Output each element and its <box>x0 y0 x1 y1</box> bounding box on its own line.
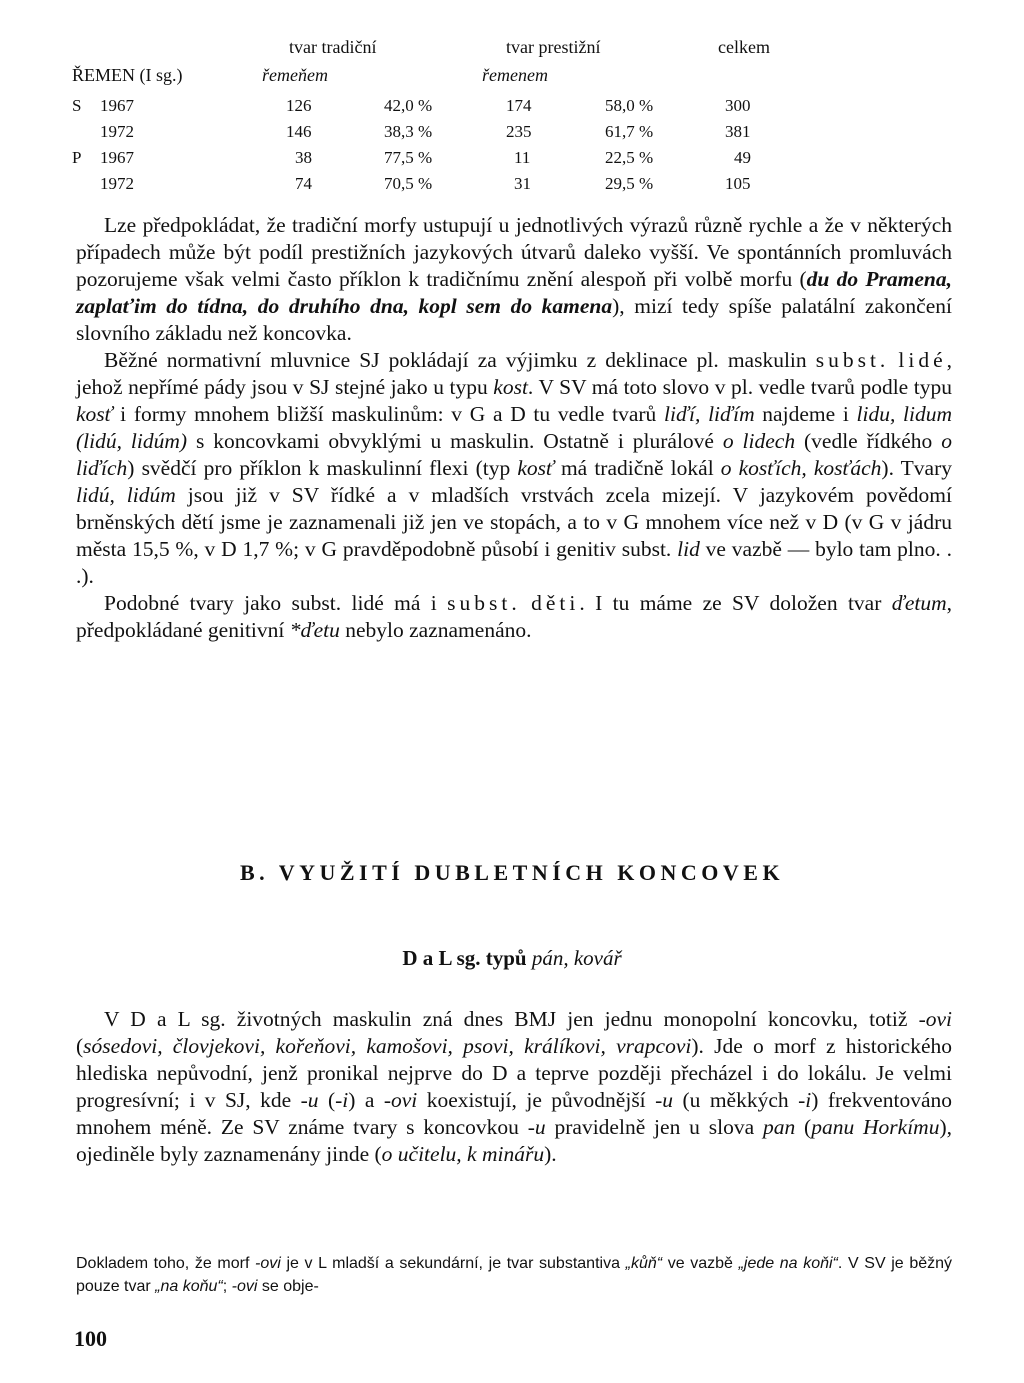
spaced-word: děti <box>531 591 580 615</box>
row-n1: 38 <box>295 148 312 167</box>
text-run: najdeme i <box>754 402 857 426</box>
text-run: ( <box>76 1034 84 1058</box>
text-run: nebylo zaznamenáno. <box>339 618 532 642</box>
text-run: Dokladem toho, že morf <box>76 1255 256 1272</box>
row-p2: 22,5 % <box>605 148 654 167</box>
italic-word: „kůň“ <box>625 1255 663 1272</box>
italic-word: -ovi <box>255 1255 281 1272</box>
text-run: s koncovkami obvyklými u maskulin. Ostatně i plurálové <box>187 429 723 453</box>
text-run: ; <box>222 1278 232 1295</box>
text-run: i formy mnohem bližší maskulinům: v G a D tu vedle tvarů <box>112 402 664 426</box>
row-p1: 77,5 % <box>384 148 433 167</box>
italic-word: kosť <box>517 456 554 480</box>
footnote <box>76 1252 952 1298</box>
text-run: Běžné normativní mluvnice SJ pokládají za výjimku z deklinace pl. maskulin <box>104 348 816 372</box>
italic-word: pan <box>762 1115 796 1139</box>
italic-word: lidu, lidum (lidú, lidúm) <box>76 402 953 453</box>
row-total: 49 <box>734 148 751 167</box>
row-year: 1972 <box>100 122 134 141</box>
italic-word: lid <box>677 537 700 561</box>
row-n2: 31 <box>514 174 531 193</box>
italic-word: „jede na koňi“ <box>738 1255 838 1272</box>
paragraph-4 <box>76 1006 952 1168</box>
italic-word: -ovi <box>231 1278 258 1295</box>
row-group: S <box>72 96 82 115</box>
row-n1: 146 <box>286 122 312 141</box>
italic-word: kosť <box>76 402 113 426</box>
row-n1: 74 <box>295 174 312 193</box>
spaced-word: subst. <box>447 591 521 615</box>
row-total: 381 <box>725 122 751 141</box>
text-run: ( <box>795 1115 812 1139</box>
text-run: ). Tvary <box>881 456 952 480</box>
spaced-word: lidé <box>898 348 947 372</box>
table-row <box>72 96 792 122</box>
text-run: ). Jde o morf z historického hlediska nepůvodní, jenž pronikal nejprve do D a teprve později přecházel i do lokálu. Je velmi progresívní; i v SJ, kde <box>76 1034 952 1112</box>
italic-word: -u <box>655 1088 674 1112</box>
text-run: (u měkkých <box>673 1088 799 1112</box>
row-total: 300 <box>725 96 751 115</box>
text-run: jsou již v SV řídké a v mladších vrstvách zcela mizejí. V jazykovém povědomí brněnských dětí jsme je zaznamenali již jen ve stopách, a to v G mnohem více než v D (v G v jádru města 15,5 %, v D 1,7 %; v G pravděpodobně působí i genitiv subst. <box>76 483 952 561</box>
italic-word: ďetum <box>891 591 947 615</box>
italic-word: -i <box>335 1088 349 1112</box>
text-run: , předpokládané genitivní <box>76 591 952 642</box>
italic-word: *ďetu <box>289 618 340 642</box>
text-run: ) a <box>348 1088 384 1112</box>
table-row <box>72 174 792 200</box>
paragraph-1 <box>76 212 952 347</box>
row-p2: 61,7 % <box>605 122 654 141</box>
italic-word: panu Horkímu <box>811 1115 940 1139</box>
example-phrases: du do Pramena, zaplaťim do tídna, do druhího dna, kopl sem do kamena <box>76 267 952 318</box>
table-row <box>72 148 792 174</box>
row-p2: 58,0 % <box>605 96 654 115</box>
text-run: V D a L sg. životných maskulin zná dnes BMJ jen jednu monopolní koncovku, totiž <box>104 1007 919 1031</box>
row-n2: 11 <box>514 148 531 167</box>
row-n2: 174 <box>506 96 532 115</box>
italic-word: sósedovi, človjekovi, kořeňovi, kamošovi, psovi, králíkovi, vrapcovi <box>83 1034 692 1058</box>
row-p2: 29,5 % <box>605 174 654 193</box>
text-run: Podobné tvary jako subst. lidé má i <box>104 591 448 615</box>
row-p1: 38,3 % <box>384 122 433 141</box>
body-text-2 <box>76 1006 952 1168</box>
table-row <box>72 122 792 148</box>
body-text <box>76 212 952 644</box>
text-run: . I tu máme ze SV doložen tvar <box>579 591 892 615</box>
italic-word: -ovi <box>918 1007 952 1031</box>
italic-word: o učitelu, k minářu <box>381 1142 545 1166</box>
text-run: má tradičně lokál <box>553 456 721 480</box>
text-run: pravidelně jen u slova <box>545 1115 763 1139</box>
paragraph-2 <box>76 347 952 590</box>
italic-word: -i <box>798 1088 812 1112</box>
row-year: 1967 <box>100 96 134 115</box>
text-run: se obje- <box>257 1278 319 1295</box>
italic-word: o kosťích, kosťách <box>720 456 882 480</box>
text-run: ) frekventováno mnohem méně. Ze SV známe tvary s koncovkou <box>76 1088 952 1139</box>
text-run: ( <box>318 1088 336 1112</box>
row-group: P <box>72 148 82 167</box>
paragraph-3 <box>76 590 952 644</box>
row-total: 105 <box>725 174 751 193</box>
footnote-text <box>76 1252 952 1298</box>
text-run: ). <box>544 1142 557 1166</box>
italic-word: -u <box>300 1088 319 1112</box>
italic-word: -u <box>527 1115 546 1139</box>
text-run: (vedle řídkého <box>795 429 942 453</box>
row-year: 1967 <box>100 148 134 167</box>
col-prestige-head: tvar prestižní <box>506 37 601 57</box>
italic-word: kost <box>493 375 528 399</box>
row-p1: 70,5 % <box>384 174 433 193</box>
italic-word: -ovi <box>383 1088 418 1112</box>
italic-word: o liďích <box>76 429 952 480</box>
text-run: ), mizí tedy spíše palatální zakončení slovního základu než koncovka. <box>76 294 952 345</box>
page-number: 100 <box>74 1326 107 1351</box>
text-run: ve vazbě <box>662 1255 739 1272</box>
section-heading: B. VYUŽITÍ DUBLETNÍCH KONCOVEK <box>239 860 785 885</box>
heading-italic: pán, kovář <box>531 946 622 970</box>
text-run: ), ojediněle byly zaznamenány jinde ( <box>76 1115 952 1166</box>
row-p1: 42,0 % <box>384 96 433 115</box>
text-run: . V SV má toto slovo v pl. vedle tvarů podle typu <box>527 375 952 399</box>
table-title: ŘEMEN (I sg.) <box>72 65 183 85</box>
text-run: . V SV je běžný pouze tvar <box>76 1255 953 1295</box>
row-n1: 126 <box>286 96 312 115</box>
text-run: ) svědčí pro příklon k maskulinní flexi (typ <box>127 456 518 480</box>
col-traditional-head: tvar tradiční <box>289 37 377 57</box>
italic-word: o lidech <box>722 429 796 453</box>
text-run: Lze předpokládat, že tradiční morfy ustupují u jednotlivých výrazů různě rychle a že v některých případech může být podíl prestižních jazykových útvarů daleko vyšší. Ve spontánních promluvách pozorujeme však velmi často příklon k tradičnímu znění alespoň při volbě morfu ( <box>76 213 952 291</box>
text-run: ve vazbě — bylo tam plno. . .). <box>76 537 952 588</box>
italic-word: lidú, lidúm <box>76 483 176 507</box>
table-header <box>72 34 792 94</box>
spaced-word: subst. <box>815 348 890 372</box>
col-total-head: celkem <box>718 37 770 57</box>
row-year: 1972 <box>100 174 134 193</box>
text-run: , jehož nepřímé pády jsou v SJ stejné jako u typu <box>76 348 953 399</box>
heading-text: D a L sg. typů <box>402 946 532 970</box>
col-traditional-sub: řemeňem <box>262 65 328 85</box>
italic-word: liďí, liďím <box>664 402 755 426</box>
col-prestige-sub: řemenem <box>482 65 548 85</box>
italic-word: „na koňu“ <box>155 1278 223 1295</box>
row-n2: 235 <box>506 122 532 141</box>
subsection-heading <box>0 946 1024 971</box>
text-run: koexistují, je původnější <box>417 1088 656 1112</box>
text-run: je v L mladší a sekundární, je tvar substantiva <box>280 1255 626 1272</box>
